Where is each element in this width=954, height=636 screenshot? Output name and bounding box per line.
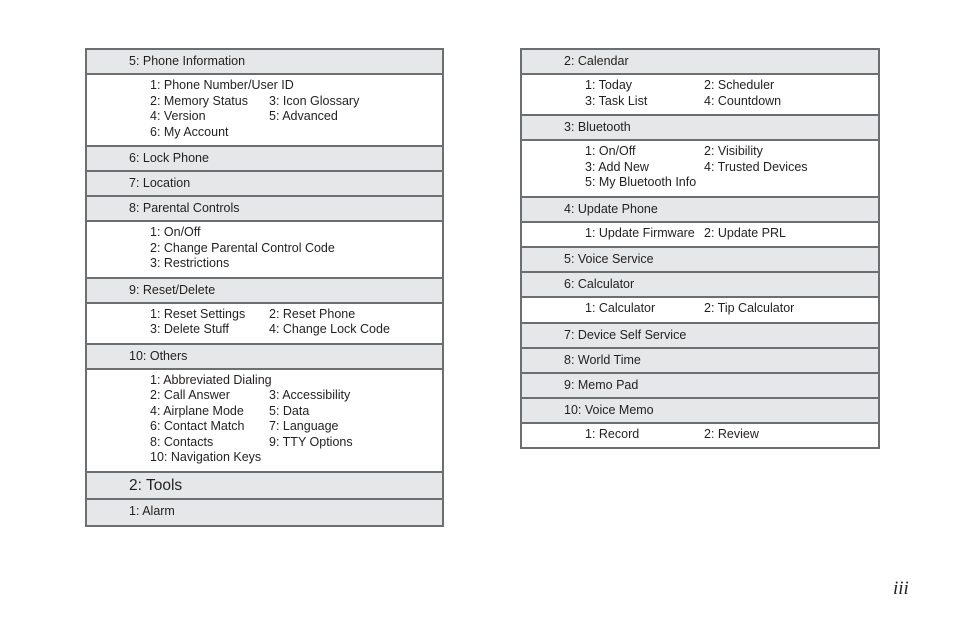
submenu-item: 2: Change Parental Control Code: [150, 240, 335, 255]
submenu-item: 1: Calculator: [585, 301, 656, 315]
submenu-item: 2: Visibility: [704, 144, 763, 158]
submenu-item: 3: Task List: [585, 93, 648, 108]
menu-heading: 2: Calendar: [522, 50, 878, 75]
submenu-row: [150, 109, 442, 125]
menu-heading: 7: Device Self Service: [522, 324, 878, 349]
submenu-item: 1: On/Off: [585, 144, 636, 158]
submenu-item: 9: TTY Options: [269, 434, 353, 449]
menu-heading: 1: Alarm: [87, 500, 442, 525]
submenu-list: [87, 370, 442, 473]
submenu-item: 4: Airplane Mode: [150, 403, 244, 418]
submenu-row: [150, 94, 442, 110]
menu-heading: 8: World Time: [522, 349, 878, 374]
submenu-item: 3: Accessibility: [269, 388, 351, 402]
submenu-list: [522, 298, 878, 324]
submenu-row: [150, 388, 442, 404]
submenu-row: [150, 225, 442, 241]
submenu-item: 4: Change Lock Code: [269, 322, 390, 336]
menu-heading: 4: Update Phone: [522, 198, 878, 223]
submenu-row: [150, 404, 442, 420]
submenu-list: [522, 75, 878, 116]
submenu-item: 8: Contacts: [150, 434, 214, 449]
submenu-row: [150, 373, 442, 389]
submenu-item: 1: Phone Number/User ID: [150, 78, 294, 92]
submenu-item: 1: Reset Settings: [150, 306, 246, 321]
submenu-row: [585, 175, 878, 191]
submenu-row: [585, 301, 878, 317]
menu-heading: 10: Others: [87, 345, 442, 370]
submenu-item: 1: On/Off: [150, 225, 201, 239]
submenu-item: 5: My Bluetooth Info: [585, 175, 697, 189]
submenu-item: 3: Icon Glossary: [269, 93, 360, 108]
submenu-row: [585, 78, 878, 94]
submenu-item: 3: Delete Stuff: [150, 322, 229, 336]
submenu-list: [87, 75, 442, 147]
page-number: iii: [893, 578, 909, 599]
submenu-item: 5: Advanced: [269, 109, 338, 123]
submenu-item: 6: Contact Match: [150, 419, 245, 433]
submenu-list: [522, 141, 878, 198]
menu-heading: 8: Parental Controls: [87, 197, 442, 222]
submenu-row: [150, 256, 442, 272]
submenu-item: 1: Update Firmware: [585, 225, 695, 240]
submenu-row: [585, 144, 878, 160]
menu-heading: 9: Memo Pad: [522, 374, 878, 399]
right-menu-table: [520, 48, 880, 449]
menu-heading: 5: Voice Service: [522, 248, 878, 273]
submenu-row: [150, 241, 442, 257]
menu-heading: 3: Bluetooth: [522, 116, 878, 141]
submenu-item: 4: Countdown: [704, 93, 782, 108]
submenu-item: 10: Navigation Keys: [150, 450, 262, 464]
submenu-item: 5: Data: [269, 403, 310, 418]
submenu-item: 2: Review: [704, 426, 759, 441]
menu-heading: 9: Reset/Delete: [87, 279, 442, 304]
submenu-row: [150, 322, 442, 338]
menu-heading: 6: Lock Phone: [87, 147, 442, 172]
submenu-item: 1: Today: [585, 78, 633, 92]
submenu-item: 3: Add New: [585, 159, 649, 174]
submenu-item: 4: Version: [150, 109, 206, 123]
submenu-row: [585, 160, 878, 176]
submenu-item: 2: Memory Status: [150, 93, 248, 108]
submenu-list: [87, 304, 442, 345]
menu-heading: 7: Location: [87, 172, 442, 197]
submenu-item: 1: Record: [585, 426, 640, 441]
submenu-row: [150, 307, 442, 323]
submenu-item: 2: Call Answer: [150, 388, 230, 402]
submenu-row: [585, 94, 878, 110]
submenu-list: [522, 223, 878, 249]
submenu-row: [585, 427, 878, 443]
submenu-row: [150, 450, 442, 466]
left-menu-table: [85, 48, 444, 527]
submenu-item: 2: Tip Calculator: [704, 301, 795, 315]
submenu-row: [585, 226, 878, 242]
menu-heading: 10: Voice Memo: [522, 399, 878, 424]
submenu-item: 2: Reset Phone: [269, 306, 356, 321]
submenu-item: 3: Restrictions: [150, 256, 230, 270]
menu-heading: 6: Calculator: [522, 273, 878, 298]
submenu-item: 4: Trusted Devices: [704, 159, 808, 174]
submenu-row: [150, 78, 442, 94]
submenu-item: 1: Abbreviated Dialing: [150, 372, 272, 387]
submenu-list: [87, 222, 442, 279]
menu-heading: 5: Phone Information: [87, 50, 442, 75]
submenu-item: 2: Scheduler: [704, 78, 775, 92]
section-heading: 2: Tools: [87, 473, 442, 500]
submenu-list: [522, 424, 878, 448]
submenu-row: [150, 419, 442, 435]
submenu-row: [150, 435, 442, 451]
submenu-item: 2: Update PRL: [704, 225, 786, 240]
submenu-item: 7: Language: [269, 419, 339, 433]
submenu-row: [150, 125, 442, 141]
submenu-item: 6: My Account: [150, 124, 229, 139]
